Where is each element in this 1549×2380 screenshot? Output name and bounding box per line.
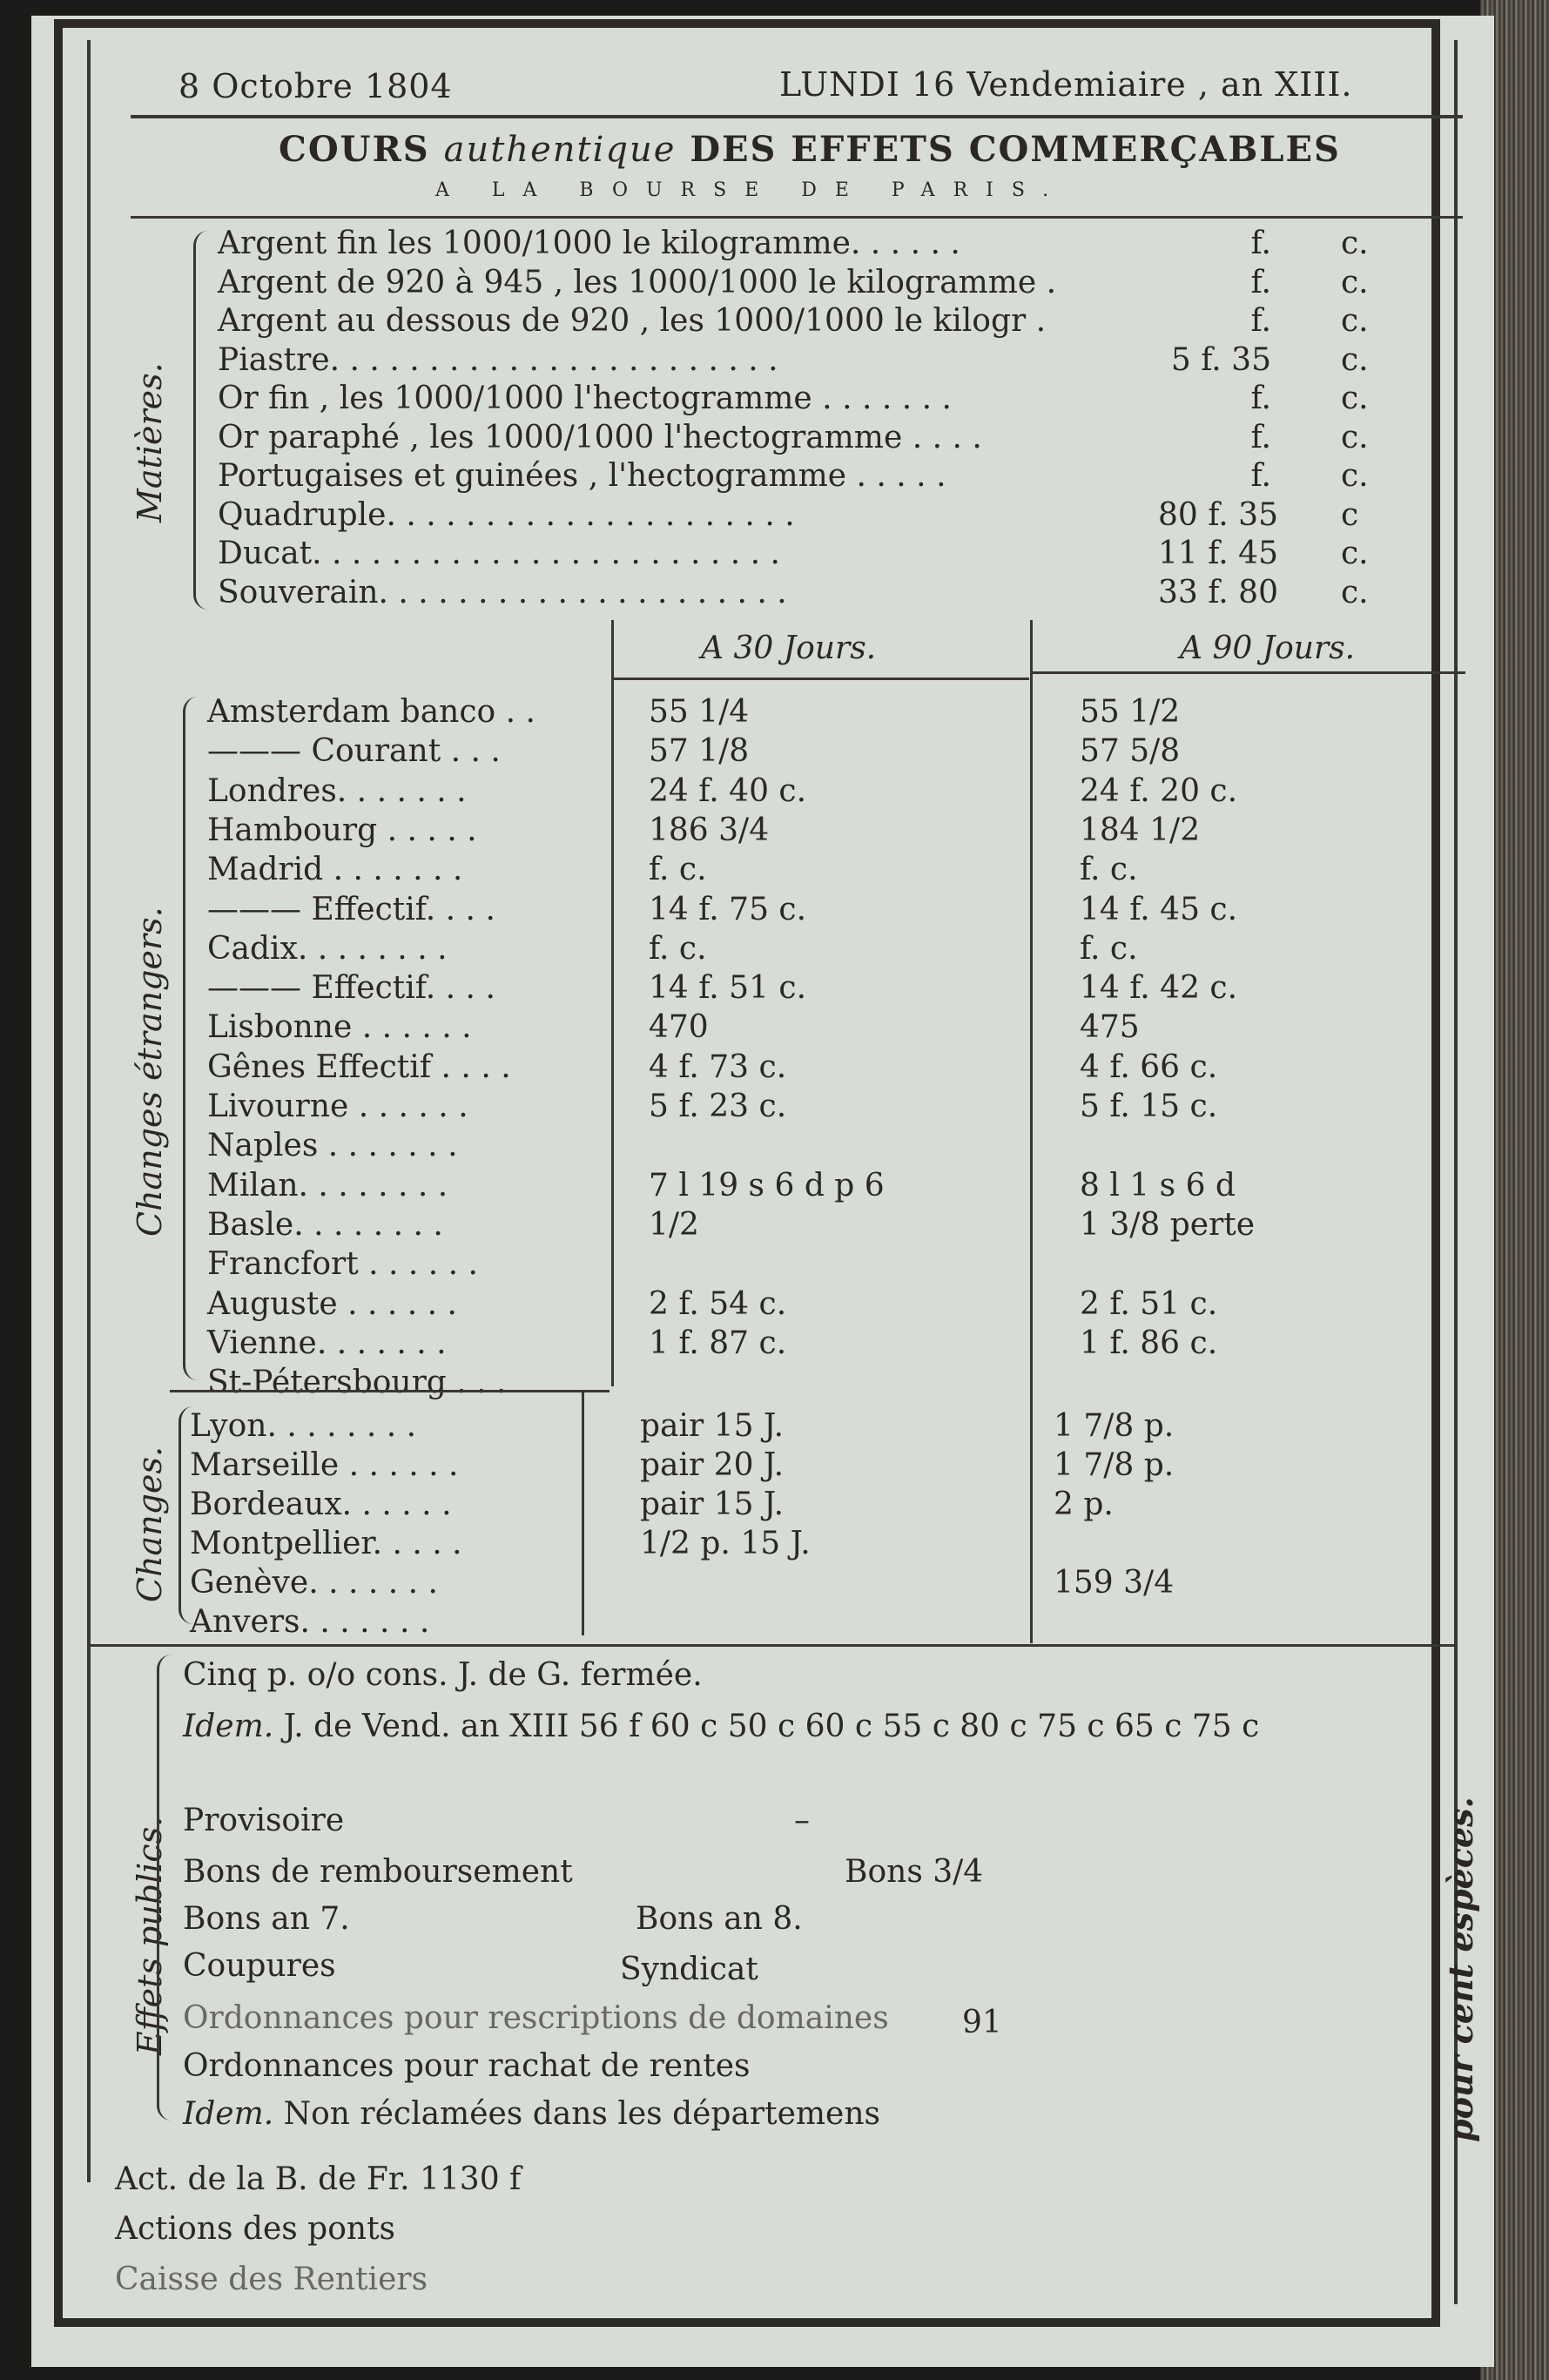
changes-etrangers-row-label: Londres. . . . . . . xyxy=(207,772,467,809)
changes-etrangers-row-30-jours: 7 l 19 s 6 d p 6 xyxy=(649,1167,885,1203)
changes-etrangers-row-label: Francfort . . . . . . xyxy=(207,1246,478,1283)
matieres-row-label: Argent au dessous de 920 , les 1000/1000 le kilogr . xyxy=(218,303,1047,339)
changes-etrangers-row-90-jours: 184 1/2 xyxy=(1080,812,1201,848)
changes-row-30-jours: 1/2 p. 15 J. xyxy=(640,1526,811,1561)
section-label-changes: Changes. xyxy=(131,1446,169,1602)
matieres-row-label: Or paraphé , les 1000/1000 l'hectogramme . . . . xyxy=(218,419,982,455)
matieres-row-francs: f. xyxy=(1250,381,1271,416)
effets-bons-an-8: Bons an 8. xyxy=(636,1901,803,1937)
matieres-row-label: Argent fin les 1000/1000 le kilogramme. . . . . . xyxy=(218,226,960,261)
col-rule-1 xyxy=(611,620,614,1386)
col-header-90-jours: A 90 Jours. xyxy=(1180,630,1356,666)
header-date: 8 Octobre 1804 xyxy=(178,67,453,105)
changes-etrangers-row-label: St-Pétersbourg . . . xyxy=(207,1365,507,1401)
section-label-changes-etrangers: Changes étrangers. xyxy=(131,907,169,1237)
matieres-row-centimes: c. xyxy=(1341,264,1369,300)
col-header-30-jours: A 30 Jours. xyxy=(701,630,877,666)
changes-etrangers-row-label: Amsterdam banco . . xyxy=(207,694,535,730)
changes-etrangers-row-label: Vienne. . . . . . . xyxy=(207,1325,447,1361)
matieres-row-label: Souverain. . . . . . . . . . . . . . . . . . . . . xyxy=(218,574,787,610)
title-rule xyxy=(131,216,1463,219)
changes-row-30-jours: pair 15 J. xyxy=(640,1408,785,1444)
changes-etrangers-row-label: Naples . . . . . . . xyxy=(207,1128,458,1164)
section-label-effets-publics: Effets publics. xyxy=(131,1816,169,2055)
matieres-brace xyxy=(193,231,208,610)
col-header-rule-1 xyxy=(611,678,1029,680)
col-header-rule-2 xyxy=(1030,671,1465,674)
effets-publics-brace xyxy=(157,1655,172,2120)
changes-etrangers-row-30-jours: f. c. xyxy=(649,930,707,967)
changes-etrangers-row-30-jours: 1 f. 87 c. xyxy=(649,1325,787,1361)
matieres-row-centimes: c. xyxy=(1341,574,1369,610)
changes-row-label: Marseille . . . . . . xyxy=(190,1447,459,1483)
changes-etrangers-row-90-jours: 2 f. 51 c. xyxy=(1080,1285,1218,1322)
changes-top-rule xyxy=(170,1390,609,1392)
matieres-row-label: Portugaises et guinées , l'hectogramme . . . . . xyxy=(218,458,946,494)
changes-etrangers-row-90-jours: 475 xyxy=(1080,1009,1140,1046)
left-column-rule xyxy=(87,40,91,2182)
changes-etrangers-row-90-jours: 5 f. 15 c. xyxy=(1080,1089,1218,1124)
matieres-row-centimes: c. xyxy=(1341,341,1369,378)
matieres-row-francs: 5 f. 35 xyxy=(1170,341,1271,378)
matieres-row-label: Or fin , les 1000/1000 l'hectogramme . . . . . . . xyxy=(218,381,952,416)
effets-bons-an-7: Bons an 7. xyxy=(183,1901,350,1937)
changes-row-30-jours: pair 15 J. xyxy=(640,1487,785,1522)
changes-row-90-jours: 2 p. xyxy=(1054,1487,1114,1522)
changes-etrangers-row-30-jours: 186 3/4 xyxy=(649,812,770,848)
changes-row-label: Anvers. . . . . . . xyxy=(190,1604,430,1640)
matieres-row-francs: f. xyxy=(1250,303,1271,339)
changes-etrangers-row-30-jours: 14 f. 51 c. xyxy=(649,970,807,1007)
changes-etrangers-row-label: Livourne . . . . . . xyxy=(207,1089,468,1124)
effets-coupures: Coupures xyxy=(183,1948,336,1984)
footer-actions-ponts: Actions des ponts xyxy=(115,2211,396,2247)
changes-etrangers-brace xyxy=(183,697,198,1380)
changes-etrangers-row-label: Basle. . . . . . . . xyxy=(207,1206,443,1243)
changes-etrangers-row-30-jours: 14 f. 75 c. xyxy=(649,891,807,927)
changes-row-label: Bordeaux. . . . . . xyxy=(190,1487,452,1522)
matieres-row-centimes: c. xyxy=(1341,419,1369,455)
changes-etrangers-row-label: Milan. . . . . . . . xyxy=(207,1167,448,1203)
matieres-row-label: Argent de 920 à 945 , les 1000/1000 le kilogramme . xyxy=(218,264,1057,300)
changes-etrangers-row-30-jours: 24 f. 40 c. xyxy=(649,772,807,809)
page-title: COURS authentique DES EFFETS COMMERÇABLES xyxy=(279,129,1341,170)
changes-etrangers-row-label: Lisbonne . . . . . . xyxy=(207,1009,472,1046)
changes-etrangers-row-label: Hambourg . . . . . xyxy=(207,812,477,848)
changes-etrangers-row-90-jours: 57 5/8 xyxy=(1080,733,1181,770)
changes-etrangers-row-90-jours: 8 l 1 s 6 d xyxy=(1080,1167,1236,1203)
header-rule xyxy=(131,115,1463,118)
effets-idem-vend: Idem. J. de Vend. an XIII 56 f 60 c 50 c 60 c 55 c 80 c 75 c 65 c 75 c xyxy=(183,1709,1260,1744)
changes-etrangers-row-30-jours: f. c. xyxy=(649,852,707,888)
matieres-row-francs: 11 f. 45 xyxy=(1158,536,1278,571)
matieres-row-centimes: c. xyxy=(1341,226,1369,261)
changes-etrangers-row-30-jours: 5 f. 23 c. xyxy=(649,1089,787,1124)
changes-etrangers-row-30-jours: 4 f. 73 c. xyxy=(649,1048,787,1085)
changes-etrangers-row-label: Cadix. . . . . . . . xyxy=(207,930,448,967)
changes-etrangers-row-30-jours: 57 1/8 xyxy=(649,733,750,770)
changes-etrangers-row-90-jours: 4 f. 66 c. xyxy=(1080,1048,1218,1085)
changes-row-90-jours: 1 7/8 p. xyxy=(1054,1408,1175,1444)
matieres-row-centimes: c. xyxy=(1341,536,1369,571)
matieres-row-centimes: c xyxy=(1341,496,1359,533)
effets-bons-3-4: Bons 3/4 xyxy=(845,1854,984,1890)
changes-etrangers-row-30-jours: 1/2 xyxy=(649,1206,699,1243)
col-rule-2 xyxy=(1030,620,1033,1643)
effets-provisoire: Provisoire xyxy=(183,1803,345,1838)
changes-etrangers-row-90-jours: 1 3/8 perte xyxy=(1080,1206,1256,1243)
matieres-row-centimes: c. xyxy=(1341,303,1369,339)
effets-ordonnances-rescriptions: Ordonnances pour rescriptions de domaines xyxy=(183,2000,889,2036)
changes-etrangers-row-30-jours: 470 xyxy=(649,1009,709,1046)
matieres-row-francs: f. xyxy=(1250,419,1271,455)
matieres-row-label: Quadruple. . . . . . . . . . . . . . . . . . . . . xyxy=(218,496,795,533)
section-label-pour-cent: pour cent espèces. xyxy=(1441,1797,1480,2142)
effets-syndicat: Syndicat xyxy=(620,1952,758,1987)
changes-etrangers-row-label: ——— Effectif. . . . xyxy=(207,891,495,927)
changes-etrangers-row-90-jours: f. c. xyxy=(1080,852,1138,888)
changes-etrangers-row-label: ——— Courant . . . xyxy=(207,733,501,770)
changes-row-90-jours: 159 3/4 xyxy=(1054,1565,1175,1601)
matieres-row-centimes: c. xyxy=(1341,458,1369,494)
changes-etrangers-row-label: Madrid . . . . . . . xyxy=(207,852,463,888)
changes-etrangers-row-90-jours: 24 f. 20 c. xyxy=(1080,772,1238,809)
section-label-matieres: Matières. xyxy=(131,362,169,523)
footer-caisse-rentiers: Caisse des Rentiers xyxy=(115,2262,428,2297)
effets-bons-remboursement: Bons de remboursement xyxy=(183,1854,573,1890)
changes-etrangers-row-90-jours: 55 1/2 xyxy=(1080,694,1181,730)
changes-row-label: Lyon. . . . . . . . xyxy=(190,1408,417,1444)
changes-etrangers-row-90-jours: 1 f. 86 c. xyxy=(1080,1325,1218,1361)
changes-etrangers-row-90-jours: f. c. xyxy=(1080,930,1138,967)
changes-row-label: Montpellier. . . . . xyxy=(190,1526,462,1561)
matieres-row-francs: f. xyxy=(1250,226,1271,261)
page-subtitle: A LA BOURSE DE PARIS. xyxy=(435,179,1067,201)
changes-row-label: Genève. . . . . . . xyxy=(190,1565,438,1601)
matieres-row-centimes: c. xyxy=(1341,381,1369,416)
changes-etrangers-row-label: Auguste . . . . . . xyxy=(207,1285,457,1322)
effets-cinq: Cinq p. o/o cons. J. de G. fermée. xyxy=(183,1657,703,1693)
changes-row-30-jours: pair 20 J. xyxy=(640,1447,785,1483)
changes-row-90-jours: 1 7/8 p. xyxy=(1054,1447,1175,1483)
effets-provisoire-value: – xyxy=(794,1803,810,1838)
matieres-row-francs: 80 f. 35 xyxy=(1158,496,1278,533)
footer-act-banque: Act. de la B. de Fr. 1130 f xyxy=(115,2161,522,2197)
changes-etrangers-row-label: Gênes Effectif . . . . xyxy=(207,1048,511,1085)
changes-etrangers-row-90-jours: 14 f. 42 c. xyxy=(1080,970,1238,1007)
effets-ordonnances-rescriptions-value: 91 xyxy=(962,2005,1002,2040)
changes-col-rule xyxy=(582,1392,584,1635)
changes-etrangers-row-90-jours: 14 f. 45 c. xyxy=(1080,891,1238,927)
header-day: LUNDI 16 Vendemiaire , an XIII. xyxy=(779,65,1353,104)
matieres-row-label: Piastre. . . . . . . . . . . . . . . . . . . . . . . xyxy=(218,341,778,378)
matieres-row-label: Ducat. . . . . . . . . . . . . . . . . . . . . . . . xyxy=(218,536,780,571)
matieres-row-francs: 33 f. 80 xyxy=(1158,574,1278,610)
changes-etrangers-row-30-jours: 55 1/4 xyxy=(649,694,750,730)
effets-top-rule xyxy=(87,1644,1454,1647)
matieres-row-francs: f. xyxy=(1250,458,1271,494)
changes-etrangers-row-30-jours: 2 f. 54 c. xyxy=(649,1285,787,1322)
effets-idem-non-reclamees: Idem. Non réclamées dans les départemens xyxy=(183,2096,881,2132)
effets-ordonnances-rachat: Ordonnances pour rachat de rentes xyxy=(183,2048,751,2084)
matieres-row-francs: f. xyxy=(1250,264,1271,300)
changes-etrangers-row-label: ——— Effectif. . . . xyxy=(207,970,495,1007)
